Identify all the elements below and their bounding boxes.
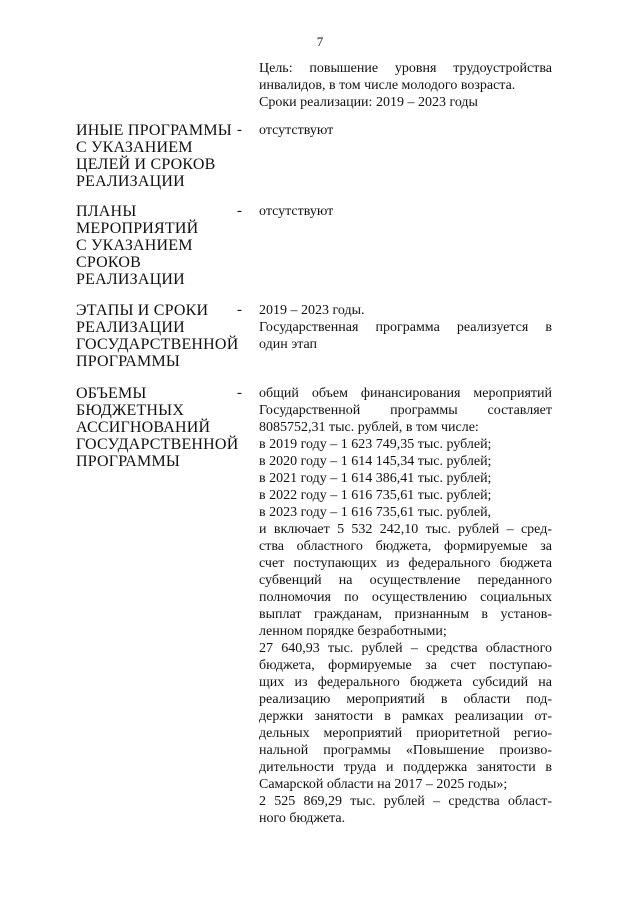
value-line: отсутствуют [259, 123, 334, 138]
value-line: ного бюджета. [259, 811, 346, 826]
value-line: в 2020 году – 1 614 145,34 тыс. рублей; [259, 454, 492, 469]
label-line: ЦЕЛЕЙ И СРОКОВ [76, 156, 216, 173]
intro-text [259, 60, 552, 111]
label-line: ПРОГРАММЫ [76, 453, 181, 470]
value-line: полномочия по осуществлению социальных [259, 590, 552, 605]
value-line: реализацию мероприятий в области под- [259, 692, 552, 707]
value-line: ства областного бюджета, формируемые за [259, 539, 552, 554]
value-line: и включает 5 532 242,10 тыс. рублей – сред- [259, 522, 552, 537]
value-line: 2 525 869,29 тыс. рублей – средства област- [259, 794, 552, 809]
section-dash: - [237, 385, 242, 401]
label-line: ГОСУДАРСТВЕННОЙ [76, 336, 239, 353]
value-line: субвенций на осуществление переданного [259, 573, 552, 588]
section-value [259, 302, 552, 353]
value-line: бюджета, формируемые за счет поступаю- [259, 658, 552, 673]
section-dash: - [237, 203, 242, 219]
section-label [76, 302, 239, 370]
value-line: счет поступающих из федерального бюджета [259, 556, 552, 571]
section-label [76, 385, 239, 470]
section-label [76, 122, 236, 190]
label-line: РЕАЛИЗАЦИИ [76, 271, 185, 288]
section-value [259, 203, 552, 220]
value-line: общий объем финансирования мероприятий [259, 386, 552, 401]
value-line: в 2021 году – 1 614 386,41 тыс. рублей; [259, 471, 492, 486]
value-line: щих из федерального бюджета субсидий на [259, 675, 552, 690]
value-line: дельных мероприятий приоритетной регио- [259, 726, 552, 741]
label-line: ИНЫЕ ПРОГРАММЫ [76, 122, 232, 139]
intro-line: инвалидов, в том числе молодого возраста. [259, 78, 516, 93]
value-line: Государственная программа реализуется в [259, 320, 552, 335]
label-line: ПЛАНЫ [76, 203, 137, 220]
value-line: Государственной программы составляет [259, 403, 552, 418]
label-line: БЮДЖЕТНЫХ [76, 402, 185, 419]
value-line: в 2023 году – 1 616 735,61 тыс. рублей, [259, 505, 492, 520]
value-line: выплат гражданам, признанным в установ- [259, 607, 552, 622]
value-line: 8085752,31 тыс. рублей, в том числе: [259, 420, 479, 435]
value-line: Самарской области на 2017 – 2025 годы»; [259, 777, 508, 792]
value-line: ленном порядке безработными; [259, 624, 447, 639]
intro-line: Сроки реализации: 2019 – 2023 годы [259, 95, 478, 110]
label-line: РЕАЛИЗАЦИИ [76, 319, 185, 336]
section-dash: - [237, 122, 242, 138]
label-line: РЕАЛИЗАЦИИ [76, 173, 185, 190]
value-line: держки занятости в рамках реализации от- [259, 709, 552, 724]
page-number: 7 [316, 34, 324, 49]
label-line: СРОКОВ [76, 254, 142, 271]
section-label [76, 203, 236, 288]
label-line: ПРОГРАММЫ [76, 353, 181, 370]
value-line: дительности труда и поддержка занятости в [259, 760, 552, 775]
section-value [259, 385, 552, 827]
label-line: МЕРОПРИЯТИЙ [76, 220, 199, 237]
label-line: ЭТАПЫ И СРОКИ [76, 302, 209, 319]
section-dash: - [237, 302, 242, 318]
value-line: отсутствуют [259, 204, 334, 219]
label-line: ГОСУДАРСТВЕННОЙ [76, 436, 239, 453]
value-line: 2019 – 2023 годы. [259, 303, 365, 318]
label-line: ОБЪЕМЫ [76, 385, 147, 402]
section-value [259, 122, 552, 139]
value-line: 27 640,93 тыс. рублей – средства областного [259, 641, 552, 656]
value-line: нальной программы «Повышение произво- [259, 743, 552, 758]
intro-line: Цель: повышение уровня трудоустройства [259, 61, 552, 76]
value-line: в 2019 году – 1 623 749,35 тыс. рублей; [259, 437, 492, 452]
label-line: С УКАЗАНИЕМ [76, 139, 193, 156]
label-line: С УКАЗАНИЕМ [76, 237, 193, 254]
value-line: один этап [259, 337, 318, 352]
value-line: в 2022 году – 1 616 735,61 тыс. рублей; [259, 488, 492, 503]
label-line: АССИГНОВАНИЙ [76, 419, 211, 436]
